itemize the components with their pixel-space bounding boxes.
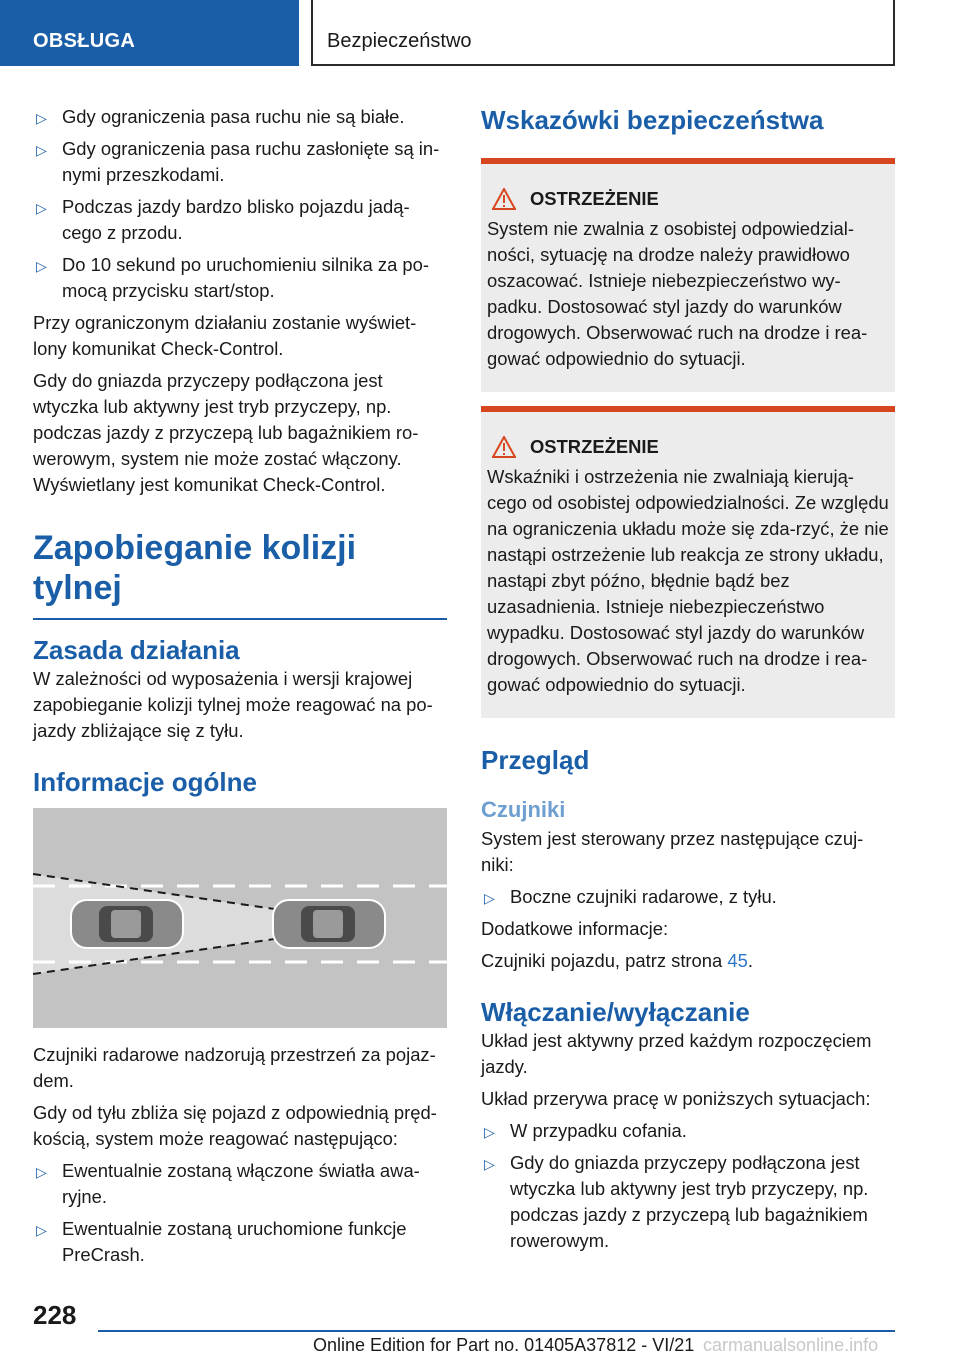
- subheading-sensors: Czujniki: [481, 797, 566, 822]
- paragraph: Przy ograniczonym działaniu zostanie wyświet-lony komunikat Check-Control.: [33, 312, 417, 359]
- section-heading: Zapobieganie kolizji tylnej: [33, 529, 357, 607]
- own-car-icon: [273, 900, 385, 948]
- interrupt-list: [481, 1118, 895, 1254]
- bullet-triangle-icon: ▷: [36, 200, 47, 216]
- paragraph: Układ jest aktywny przed każdym rozpoczęciem jazdy.: [481, 1030, 872, 1077]
- warning-text: System nie zwalnia z osobistej odpowiedzial-ności, sytuację na drodze należy prawidłowo oszacować. Istnieje niebezpieczeństwo wy-padku. Dostosować styl jazdy do warunków drogowych. Obserwować ruch na drodze i rea-gować odpowiednio do sytuacji.: [487, 218, 868, 369]
- warning-triangle-icon: [492, 436, 516, 458]
- warning-box: [481, 158, 895, 392]
- list-item: ▷ Podczas jazdy bardzo blisko pojazdu jadą-cego z przodu.: [36, 196, 410, 243]
- bullet-triangle-icon: ▷: [484, 1156, 495, 1172]
- paragraph: Dodatkowe informacje:: [481, 918, 669, 939]
- list-item: ▷ Gdy ograniczenia pasa ruchu zasłonięte są in-nymi przeszkodami.: [36, 138, 440, 185]
- subheading-general: Informacje ogólne: [33, 767, 257, 797]
- warning-text: Wskaźniki i ostrzeżenia nie zwalniają kierują-cego od osobistej odpowiedzialności. Ze względu na ograniczenia układu może się zda-rzyć, że nie nastąpi ostrzeżenie lub reakcja ze strony układu, nastąpi zbyt późno, błędnie bądź bez uzasadnienia. Istnieje niebezpieczeństwo wypadku. Dostosować styl jazdy do warunków drogowych. Obserwować ruch na drodze i rea-gować odpowiednio do sytuacji.: [487, 466, 889, 695]
- bullet-triangle-icon: ▷: [36, 1222, 47, 1238]
- page-link[interactable]: 45: [727, 950, 748, 971]
- bullet-triangle-icon: ▷: [36, 142, 47, 158]
- subheading-principle: Zasada działania: [33, 635, 240, 665]
- rear-collision-illustration: [33, 808, 447, 1028]
- list-item: ▷ Ewentualnie zostaną uruchomione funkcje PreCrash.: [36, 1218, 407, 1265]
- page-number: 228: [33, 1300, 77, 1330]
- warning-title: OSTRZEŻENIE: [530, 188, 659, 209]
- footer-rule: [98, 1330, 895, 1332]
- paragraph: Układ przerywa pracę w poniższych sytuacjach:: [481, 1088, 871, 1109]
- watermark: carmanualsonline.info: [703, 1335, 879, 1355]
- bullet-triangle-icon: ▷: [484, 1124, 495, 1140]
- warning-title: OSTRZEŻENIE: [530, 436, 659, 457]
- warning-triangle-icon: [492, 188, 516, 210]
- paragraph: Czujniki radarowe nadzorują przestrzeń za pojaz-dem.: [33, 1044, 436, 1091]
- list-item: ▷ Gdy do gniazda przyczepy podłączona jest wtyczka lub aktywny jest tryb przyczepy, np. podczas jazdy z przyczepą lub bagażnikiem rowerowym.: [484, 1152, 869, 1251]
- sensors-list: [481, 884, 895, 910]
- paragraph: Gdy od tyłu zbliża się pojazd z odpowiednią pręd-kością, system może reagować następująco:: [33, 1102, 437, 1149]
- chapter-title: Bezpieczeństwo: [311, 0, 895, 66]
- list-item: ▷ Do 10 sekund po uruchomieniu silnika za po-mocą przycisku start/stop.: [36, 254, 430, 301]
- bullet-triangle-icon: ▷: [36, 110, 47, 126]
- bullet-triangle-icon: ▷: [484, 890, 495, 906]
- approaching-car-icon: [71, 900, 183, 948]
- reference-paragraph: Czujniki pojazdu, patrz strona 45.: [481, 950, 753, 971]
- paragraph: W zależności od wyposażenia i wersji krajowej zapobieganie kolizji tylnej może reagować na po-jazdy zbliżające się z tyłu.: [33, 668, 433, 741]
- heading-rule: [33, 618, 447, 620]
- safety-heading: Wskazówki bezpieczeństwa: [481, 105, 824, 135]
- right-column: [481, 104, 895, 1260]
- edition-note: Online Edition for Part no. 01405A37812 - VI/21: [313, 1335, 695, 1355]
- bullet-triangle-icon: ▷: [36, 1164, 47, 1180]
- reaction-list: [33, 1158, 447, 1268]
- bullet-triangle-icon: ▷: [36, 258, 47, 274]
- subheading-onoff: Włączanie/wyłączanie: [481, 997, 750, 1027]
- subheading-overview: Przegląd: [481, 745, 590, 775]
- paragraph: Gdy do gniazda przyczepy podłączona jest wtyczka lub aktywny jest tryb przyczepy, np. podczas jazdy z przyczepą lub bagażnikiem ro-werowym, system nie może zostać włączony. Wyświetlany jest komunikat Check-Control.: [33, 370, 419, 495]
- limitations-list: [33, 104, 447, 304]
- list-item: ▷ Ewentualnie zostaną włączone światła awa-ryjne.: [36, 1160, 420, 1207]
- list-item: ▷ W przypadku cofania.: [481, 1118, 895, 1144]
- list-item: ▷ Boczne czujniki radarowe, z tyłu.: [481, 884, 895, 910]
- warning-box: [481, 406, 895, 718]
- left-column: [33, 104, 447, 1274]
- list-item: ▷ Gdy ograniczenia pasa ruchu nie są białe.: [33, 104, 447, 130]
- section-tab: OBSŁUGA: [0, 0, 299, 66]
- paragraph: System jest sterowany przez następujące czuj-niki:: [481, 828, 864, 875]
